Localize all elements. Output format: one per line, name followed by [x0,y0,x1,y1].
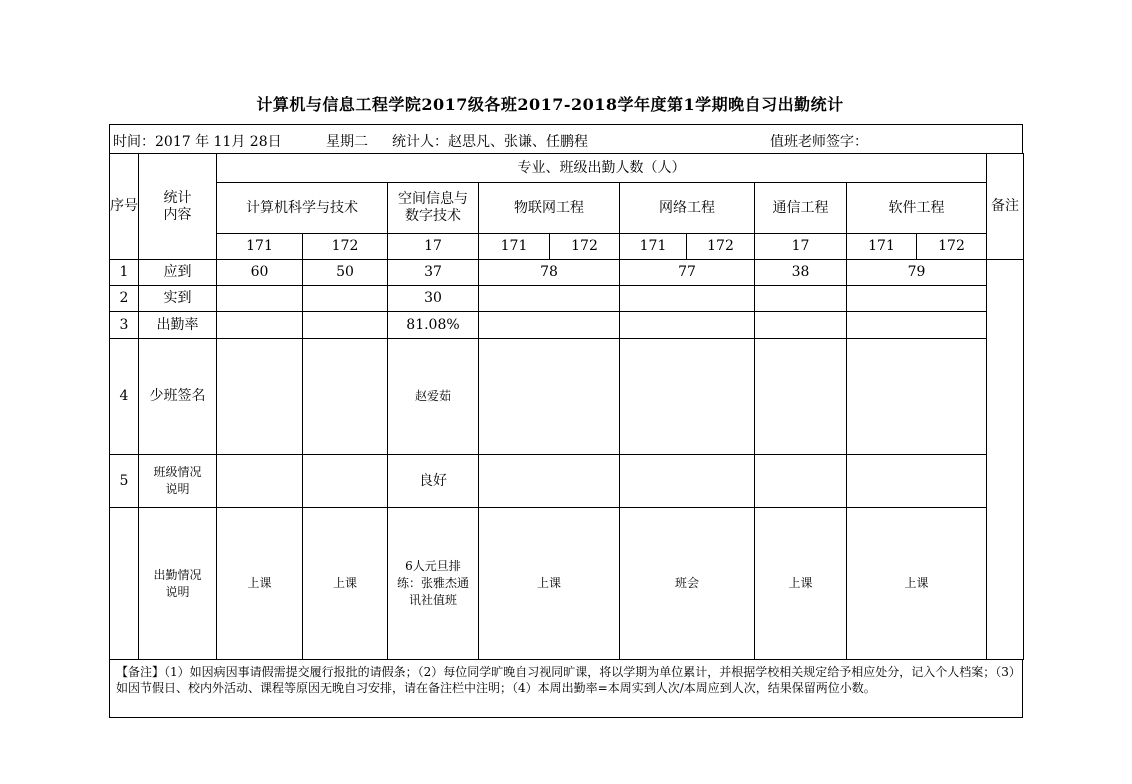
cell-value: 50 [303,260,388,286]
cell-value: 班会 [620,508,755,660]
col-remark-header: 备注 [987,154,1024,260]
table-row [110,260,1024,286]
major-iot: 物联网工程 [479,183,620,234]
row-number [110,508,139,660]
cell-value: 37 [388,260,479,286]
cell-value [217,312,303,339]
major-net: 网络工程 [620,183,755,234]
cell-value [847,339,987,455]
cell-value [303,339,388,455]
attendance-table [109,153,1024,660]
cell-value: 上课 [217,508,303,660]
table-row [110,286,1024,312]
remark-cell [987,260,1024,660]
cell-value [303,312,388,339]
group-header: 专业、班级出勤人数（人） [217,154,987,183]
cell-value: 6人元旦排练：张雅杰通讯社值班 [388,508,479,660]
page-title: 计算机与信息工程学院2017级各班2017-2018学年度第1学期晚自习出勤统计 [256,95,844,114]
class-iot-172: 172 [550,234,620,260]
cell-value [303,286,388,312]
class-iot-171: 171 [479,234,550,260]
cell-value [755,339,847,455]
cell-value: 上课 [303,508,388,660]
row-number: 4 [110,339,139,455]
class-cs-172: 172 [303,234,388,260]
cell-value [620,286,755,312]
cell-value: 良好 [388,455,479,508]
class-comm-17: 17 [755,234,847,260]
table-row [110,312,1024,339]
cell-value [479,455,620,508]
row-label: 少班签名 [139,339,217,455]
cell-value: 78 [479,260,620,286]
cell-value [847,286,987,312]
row-label: 应到 [139,260,217,286]
date-text: 时间：2017 年 11月 28日 [113,134,282,150]
cell-value [620,312,755,339]
cell-value [620,455,755,508]
cell-value [755,286,847,312]
cell-value: 77 [620,260,755,286]
cell-value [755,455,847,508]
row-label: 出勤率 [139,312,217,339]
teacher-sign-text: 值班老师签字： [770,134,868,150]
class-net-171: 171 [620,234,687,260]
table-row [110,455,1024,508]
cell-value [479,312,620,339]
class-soft-171: 171 [847,234,917,260]
cell-value [755,312,847,339]
cell-value [479,286,620,312]
cell-value [303,455,388,508]
col-stat-header: 统计内容 [139,154,217,260]
cell-value: 上课 [847,508,987,660]
row-number: 2 [110,286,139,312]
class-soft-172: 172 [917,234,987,260]
class-spatial-17: 17 [388,234,479,260]
major-spatial: 空间信息与数字技术 [388,183,479,234]
class-cs-171: 171 [217,234,303,260]
cell-value: 81.08% [388,312,479,339]
major-soft: 软件工程 [847,183,987,234]
weekday-text: 星期二 [326,134,368,150]
cell-value: 上课 [755,508,847,660]
cell-value [217,286,303,312]
cell-value [479,339,620,455]
cell-value: 79 [847,260,987,286]
row-label: 实到 [139,286,217,312]
col-seq-header: 序号 [110,154,139,260]
cell-value [847,312,987,339]
remarks-note: 【备注】（1）如因病因事请假需提交履行报批的请假条；（2）每位同学旷晚自习视同旷课，将以学期为单位累计，并根据学校相关规定给予相应处分，记入个人档案；（3）如因节假日、校内外活动、课程等原因无晚自习安排，请在备注栏中注明；（4）本周出勤率=本周实到人次/本周应到人次，结果保留两位小数。 [109,659,1023,718]
cell-value [847,455,987,508]
major-cs: 计算机科学与技术 [217,183,388,234]
cell-value [217,339,303,455]
row-label: 出勤情况说明 [139,508,217,660]
cell-value: 38 [755,260,847,286]
class-net-172: 172 [687,234,755,260]
cell-value [217,455,303,508]
signature-cell: 赵爱茹 [388,339,479,455]
major-comm: 通信工程 [755,183,847,234]
row-number: 5 [110,455,139,508]
cell-value: 30 [388,286,479,312]
row-number: 3 [110,312,139,339]
table-row [110,508,1024,660]
cell-value: 60 [217,260,303,286]
cell-value [620,339,755,455]
row-number: 1 [110,260,139,286]
header-row [109,124,1023,154]
row-label: 班级情况说明 [139,455,217,508]
recorder-text: 统计人：赵思凡、张谦、任鹏程 [392,134,588,150]
table-row [110,339,1024,455]
cell-value: 上课 [479,508,620,660]
